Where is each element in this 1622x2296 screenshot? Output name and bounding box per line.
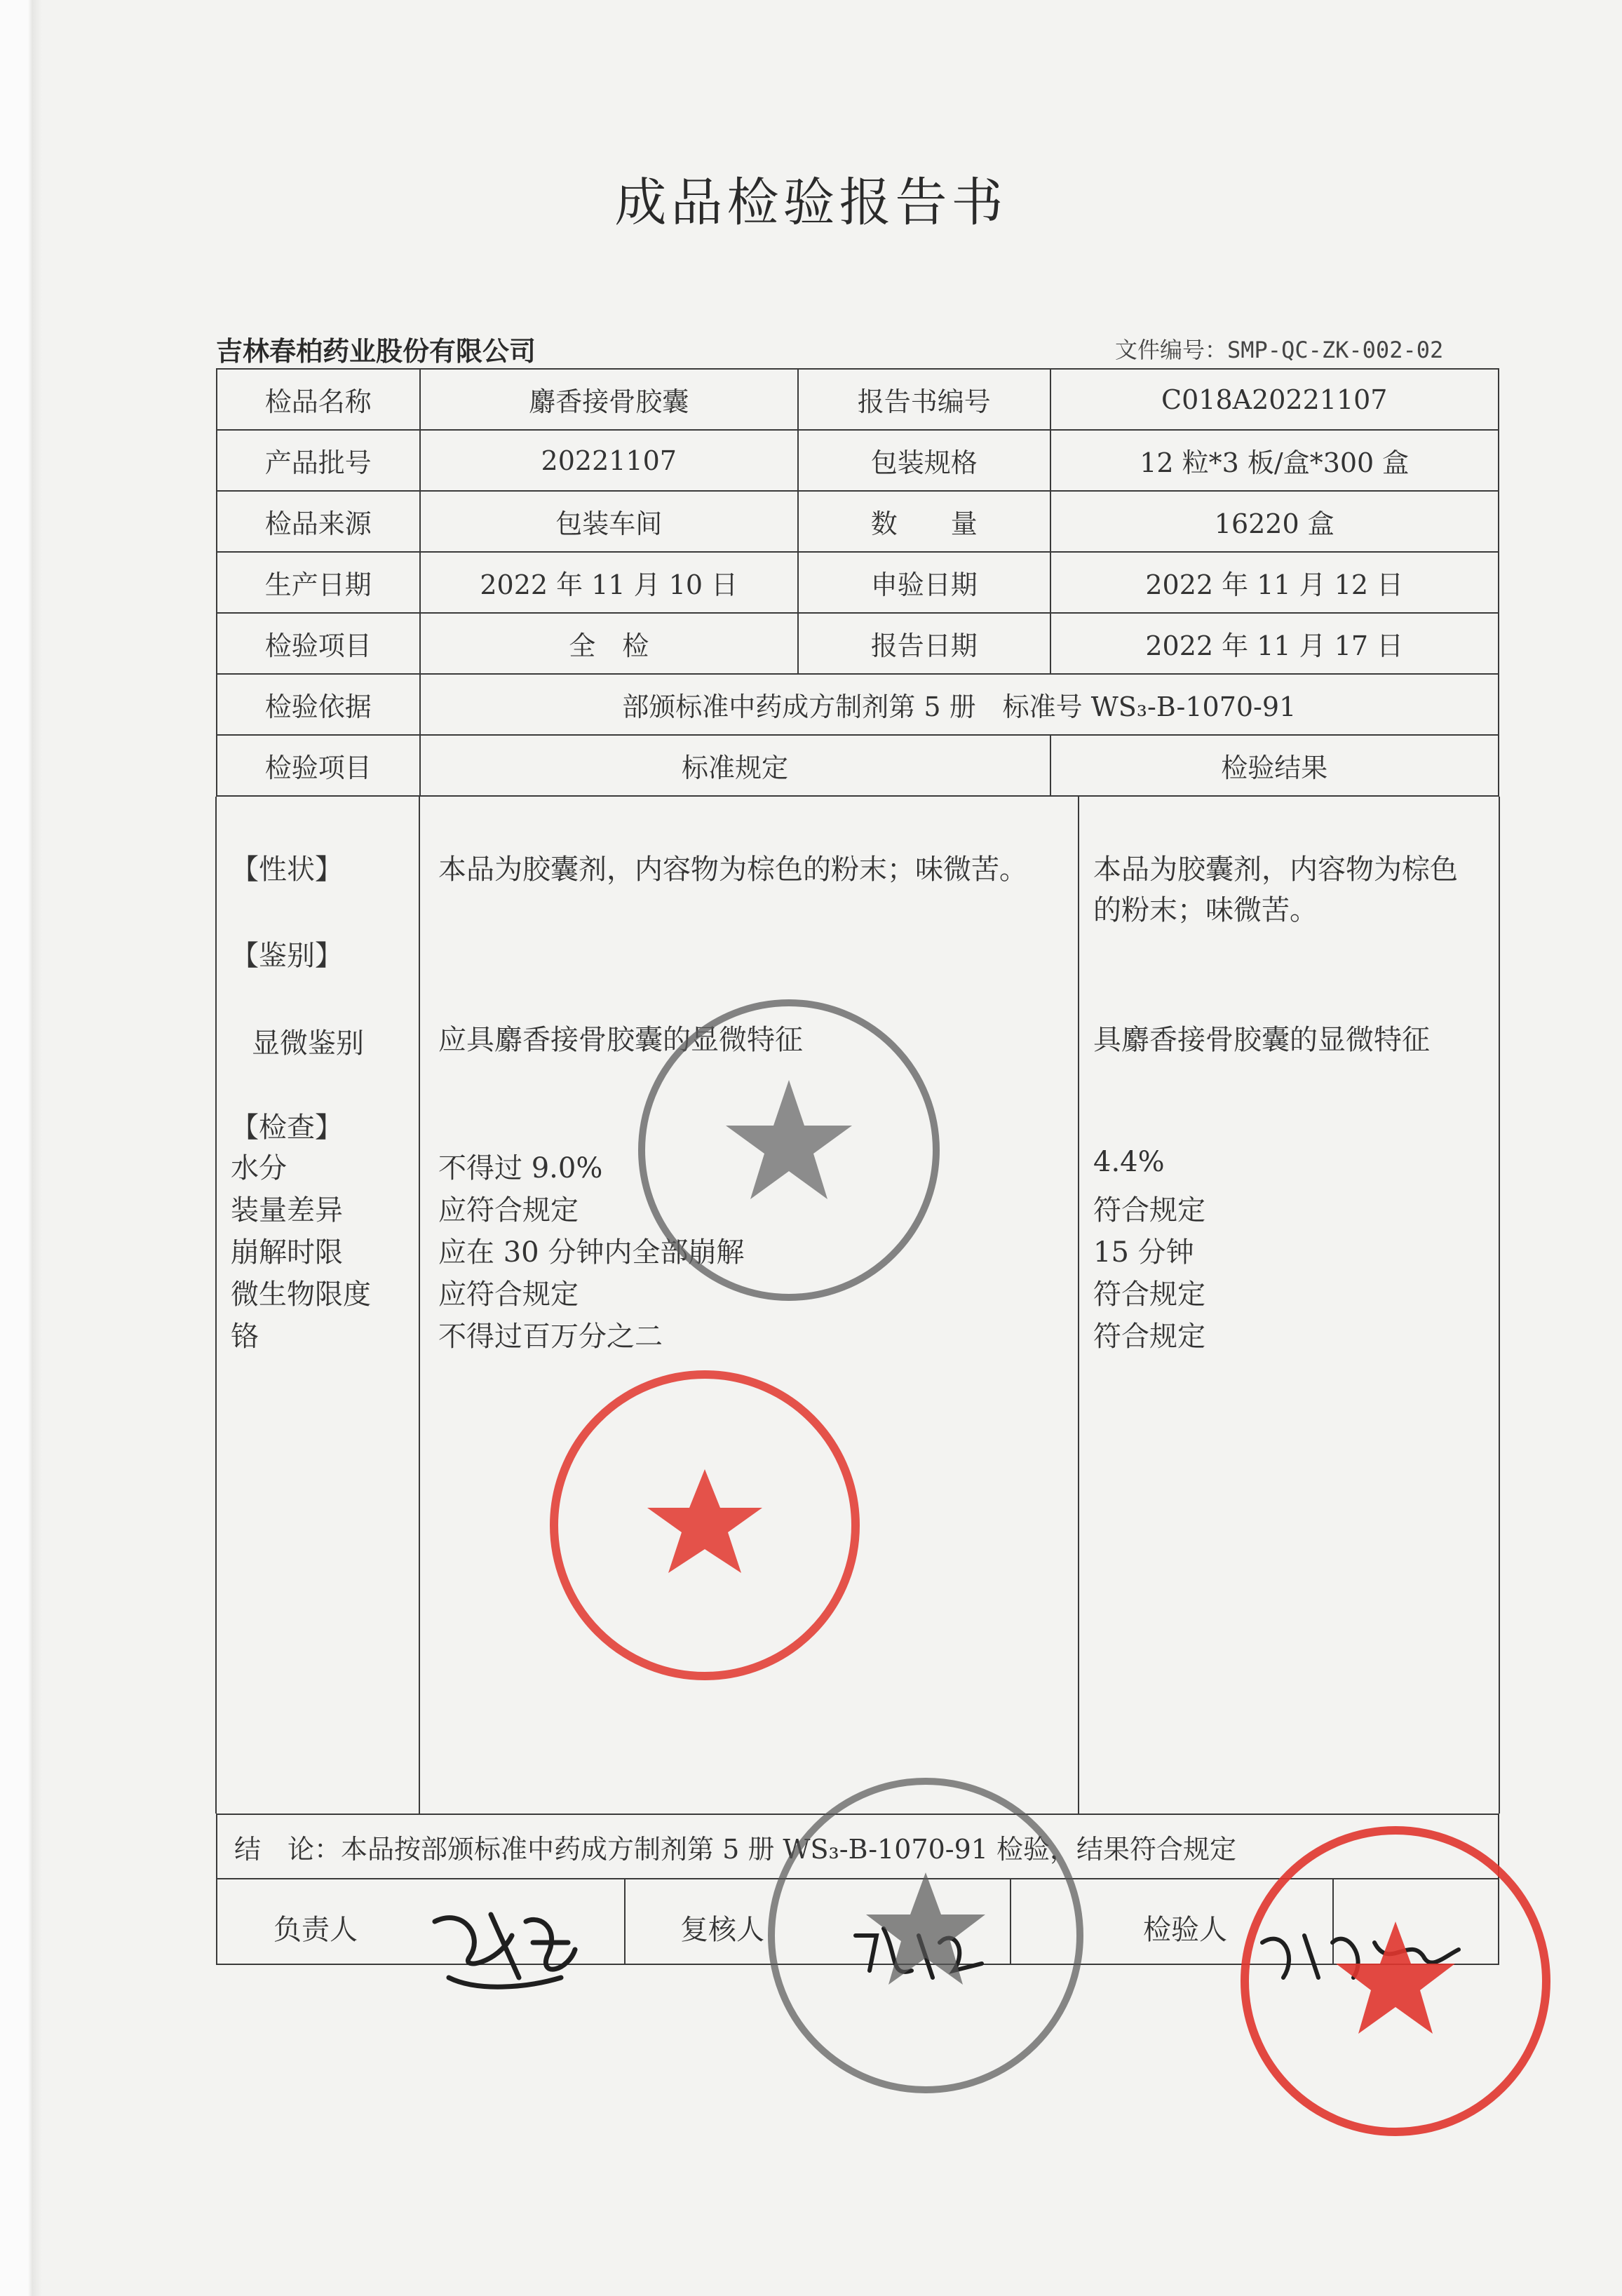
item-check-label: 微生物限度 <box>231 1278 371 1311</box>
res-check: 符合规定 <box>1093 1194 1205 1227</box>
info-row <box>217 430 1499 491</box>
res-appearance-2: 的粉末；味微苦。 <box>1093 894 1318 926</box>
value-cell: 2022 年 11 月 10 日 <box>420 552 798 613</box>
basis-row <box>217 674 1499 735</box>
item-appearance: 【性状】 <box>231 853 343 886</box>
std-check: 应在 30 分钟内全部崩解 <box>438 1236 745 1269</box>
res-check: 符合规定 <box>1093 1321 1205 1353</box>
value-cell: 包装车间 <box>420 491 798 552</box>
res-appearance-1: 本品为胶囊剂，内容物为棕色 <box>1093 853 1458 886</box>
conclusion-text: 结 论：本品按部颁标准中药成方制剂第 5 册 WS₃-B-1070-91 检验，结果符合规定 <box>217 1814 1499 1879</box>
value-cell: 2022 年 11 月 12 日 <box>1050 552 1499 613</box>
reviewer-label: 复核人 <box>680 1914 764 1946</box>
column-header-row <box>217 735 1499 796</box>
std-check: 应符合规定 <box>438 1278 579 1311</box>
item-check-label: 水分 <box>231 1152 287 1184</box>
item-check-label: 崩解时限 <box>231 1236 343 1269</box>
responsible-label: 负责人 <box>273 1914 358 1946</box>
test-body-row <box>217 796 1499 1814</box>
report-table <box>216 368 1499 1965</box>
label-cell: 检品来源 <box>217 491 420 552</box>
res-check: 15 分钟 <box>1093 1236 1194 1269</box>
value-cell: 12 粒*3 板/盒*300 盒 <box>1050 430 1499 491</box>
label-cell: 数 量 <box>798 491 1050 552</box>
conclusion-row <box>217 1814 1499 1879</box>
value-cell: 16220 盒 <box>1050 491 1499 552</box>
scan-margin <box>0 0 63 2296</box>
info-row <box>217 552 1499 613</box>
label-cell: 申验日期 <box>798 552 1050 613</box>
basis-value: 部颁标准中药成方制剂第 5 册 标准号 WS₃-B-1070-91 <box>420 674 1499 735</box>
std-check: 不得过 9.0% <box>438 1152 603 1184</box>
label-cell: 生产日期 <box>217 552 420 613</box>
std-check: 应符合规定 <box>438 1194 579 1227</box>
company-name: 吉林春柏药业股份有限公司 <box>216 336 536 367</box>
document-number: 文件编号：SMP-QC-ZK-002-02 <box>1115 337 1444 363</box>
col-header-standard: 标准规定 <box>420 735 1050 796</box>
item-check-label: 铬 <box>231 1321 259 1353</box>
res-check: 符合规定 <box>1093 1278 1205 1311</box>
item-check-label: 装量差异 <box>231 1194 343 1227</box>
item-identification: 【鉴别】 <box>231 940 343 972</box>
label-cell: 检验项目 <box>217 613 420 674</box>
col-header-result: 检验结果 <box>1050 735 1499 796</box>
res-microscopic: 具麝香接骨胶囊的显微特征 <box>1093 1024 1430 1056</box>
item-inspection: 【检查】 <box>231 1112 343 1144</box>
value-cell: 全 检 <box>420 613 798 674</box>
label-cell: 产品批号 <box>217 430 420 491</box>
res-check: 4.4% <box>1093 1146 1165 1178</box>
value-cell: 20221107 <box>420 430 798 491</box>
label-cell: 检品名称 <box>217 369 420 430</box>
inspector-label: 检验人 <box>1143 1914 1227 1946</box>
basis-label: 检验依据 <box>217 674 420 735</box>
info-row <box>217 369 1499 430</box>
std-appearance: 本品为胶囊剂，内容物为棕色的粉末；味微苦。 <box>438 853 1027 886</box>
value-cell: 麝香接骨胶囊 <box>420 369 798 430</box>
std-check: 不得过百万分之二 <box>438 1321 663 1353</box>
info-row <box>217 491 1499 552</box>
document-title: 成品检验报告书 <box>614 173 1008 233</box>
label-cell: 包装规格 <box>798 430 1050 491</box>
signature-row <box>217 1879 1499 1964</box>
item-microscopic: 显微鉴别 <box>252 1027 364 1060</box>
info-row <box>217 613 1499 674</box>
value-cell: C018A20221107 <box>1050 369 1499 430</box>
std-microscopic: 应具麝香接骨胶囊的显微特征 <box>438 1024 803 1056</box>
test-content <box>217 797 1499 1814</box>
label-cell: 报告书编号 <box>798 369 1050 430</box>
value-cell: 2022 年 11 月 17 日 <box>1050 613 1499 674</box>
col-header-item: 检验项目 <box>217 735 420 796</box>
label-cell: 报告日期 <box>798 613 1050 674</box>
